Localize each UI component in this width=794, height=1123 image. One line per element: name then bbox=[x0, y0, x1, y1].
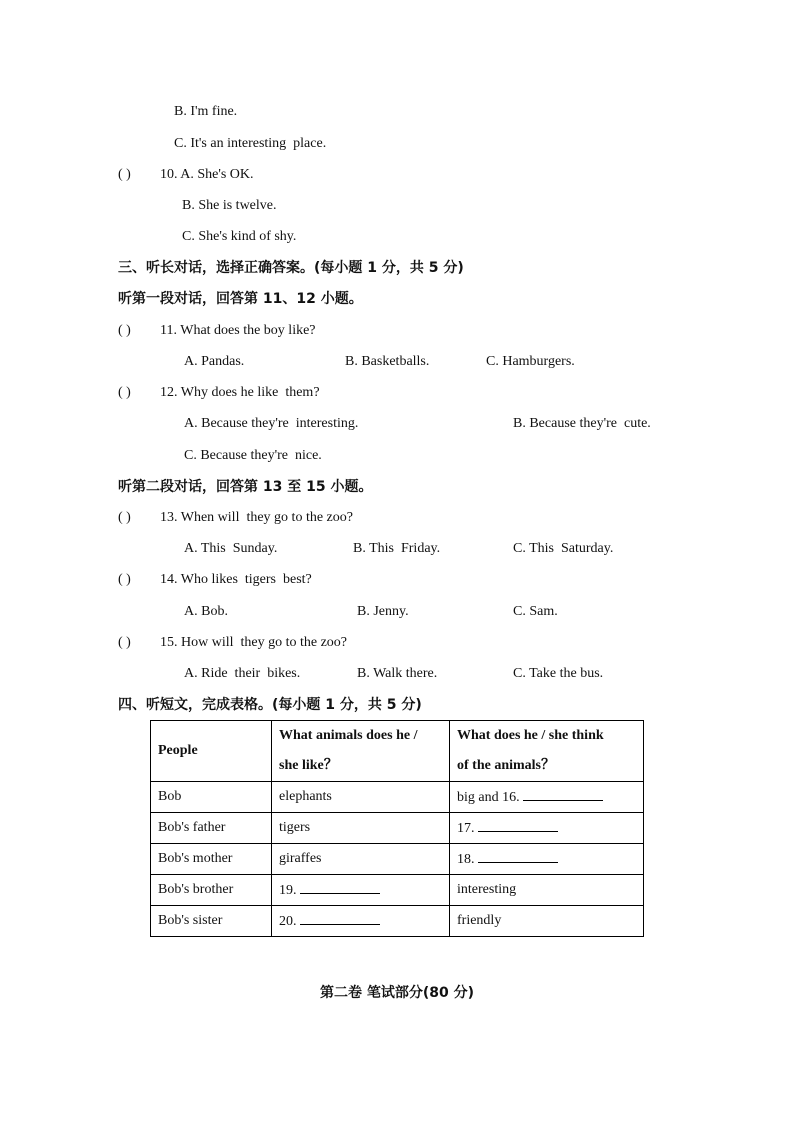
q11-answer-paren[interactable]: ( ) bbox=[118, 323, 131, 338]
cell-animal: elephants bbox=[272, 782, 450, 813]
q12-option-c: C. Because they're nice. bbox=[184, 448, 322, 463]
q12-answer-paren[interactable]: ( ) bbox=[118, 385, 131, 400]
q10-option-c: C. She's kind of shy. bbox=[182, 229, 297, 244]
q15-option-a: A. Ride their bikes. bbox=[184, 666, 301, 681]
q13-option-c: C. This Saturday. bbox=[513, 541, 614, 556]
header-what-think-line1: What does he / she think bbox=[457, 728, 604, 743]
section4-title: 四、听短文，完成表格。(每小题 1 分，共 5 分) bbox=[118, 697, 422, 713]
table-header-row bbox=[151, 721, 644, 782]
header-what-animals-line1: What animals does he / bbox=[279, 728, 418, 743]
cell-opinion: interesting bbox=[450, 875, 644, 906]
q14-option-a: A. Bob. bbox=[184, 604, 228, 619]
table-row bbox=[151, 906, 644, 937]
section3-title: 三、听长对话，选择正确答案。(每小题 1 分，共 5 分) bbox=[118, 260, 464, 276]
cell-person: Bob's brother bbox=[151, 875, 272, 906]
q12-option-b: B. Because they're cute. bbox=[513, 416, 651, 431]
q13-option-b: B. This Friday. bbox=[353, 541, 441, 556]
q11-option-b: B. Basketballs. bbox=[345, 354, 430, 369]
cell-opinion: 17. bbox=[450, 813, 644, 844]
section3-dialog1-instruction: 听第一段对话，回答第 11、12 小题。 bbox=[118, 291, 363, 307]
table-row bbox=[151, 844, 644, 875]
q11-option-c: C. Hamburgers. bbox=[486, 354, 575, 369]
q10-answer-paren[interactable]: ( ) bbox=[118, 167, 131, 182]
cell-animal: 19. bbox=[272, 875, 450, 906]
header-what-think bbox=[450, 721, 644, 782]
q9-option-c: C. It's an interesting place. bbox=[174, 136, 327, 151]
q12-option-a: A. Because they're interesting. bbox=[184, 416, 359, 431]
q15-stem: 15. How will they go to the zoo? bbox=[160, 635, 348, 650]
answer-blank-20[interactable] bbox=[300, 912, 380, 925]
part-two-heading: 第二卷 笔试部分(80 分) bbox=[319, 985, 475, 1001]
cell-person: Bob bbox=[151, 782, 272, 813]
q10-stem: 10. A. She's OK. bbox=[160, 167, 254, 182]
q13-stem: 13. When will they go to the zoo? bbox=[160, 510, 353, 525]
answer-blank-18[interactable] bbox=[478, 850, 558, 863]
cell-opinion: 18. bbox=[450, 844, 644, 875]
q11-option-a: A. Pandas. bbox=[184, 354, 245, 369]
q9-option-b: B. I'm fine. bbox=[174, 104, 238, 119]
cell-animal: giraffes bbox=[272, 844, 450, 875]
table-row bbox=[151, 875, 644, 906]
table-row bbox=[151, 782, 644, 813]
cell-animal: tigers bbox=[272, 813, 450, 844]
header-what-animals bbox=[272, 721, 450, 782]
q14-answer-paren[interactable]: ( ) bbox=[118, 572, 131, 587]
answer-blank-19[interactable] bbox=[300, 881, 380, 894]
q15-option-c: C. Take the bus. bbox=[513, 666, 604, 681]
section3-dialog2-instruction: 听第二段对话，回答第 13 至 15 小题。 bbox=[118, 479, 373, 495]
cell-person: Bob's father bbox=[151, 813, 272, 844]
answer-blank-16[interactable] bbox=[523, 788, 603, 801]
header-what-animals-line2: she like？ bbox=[279, 758, 338, 773]
header-people: People bbox=[151, 721, 272, 782]
table-row bbox=[151, 813, 644, 844]
q15-option-b: B. Walk there. bbox=[357, 666, 438, 681]
q15-answer-paren[interactable]: ( ) bbox=[118, 635, 131, 650]
q13-option-a: A. This Sunday. bbox=[184, 541, 278, 556]
cell-opinion: friendly bbox=[450, 906, 644, 937]
q14-option-b: B. Jenny. bbox=[357, 604, 409, 619]
q10-option-b: B. She is twelve. bbox=[182, 198, 277, 213]
q14-stem: 14. Who likes tigers best? bbox=[160, 572, 312, 587]
animals-table bbox=[150, 720, 644, 937]
header-what-think-line2: of the animals？ bbox=[457, 758, 555, 773]
cell-opinion: big and 16. bbox=[450, 782, 644, 813]
q11-stem: 11. What does the boy like? bbox=[160, 323, 316, 338]
q12-stem: 12. Why does he like them? bbox=[160, 385, 320, 400]
cell-person: Bob's sister bbox=[151, 906, 272, 937]
cell-person: Bob's mother bbox=[151, 844, 272, 875]
q14-option-c: C. Sam. bbox=[513, 604, 558, 619]
answer-blank-17[interactable] bbox=[478, 819, 558, 832]
q13-answer-paren[interactable]: ( ) bbox=[118, 510, 131, 525]
cell-animal: 20. bbox=[272, 906, 450, 937]
